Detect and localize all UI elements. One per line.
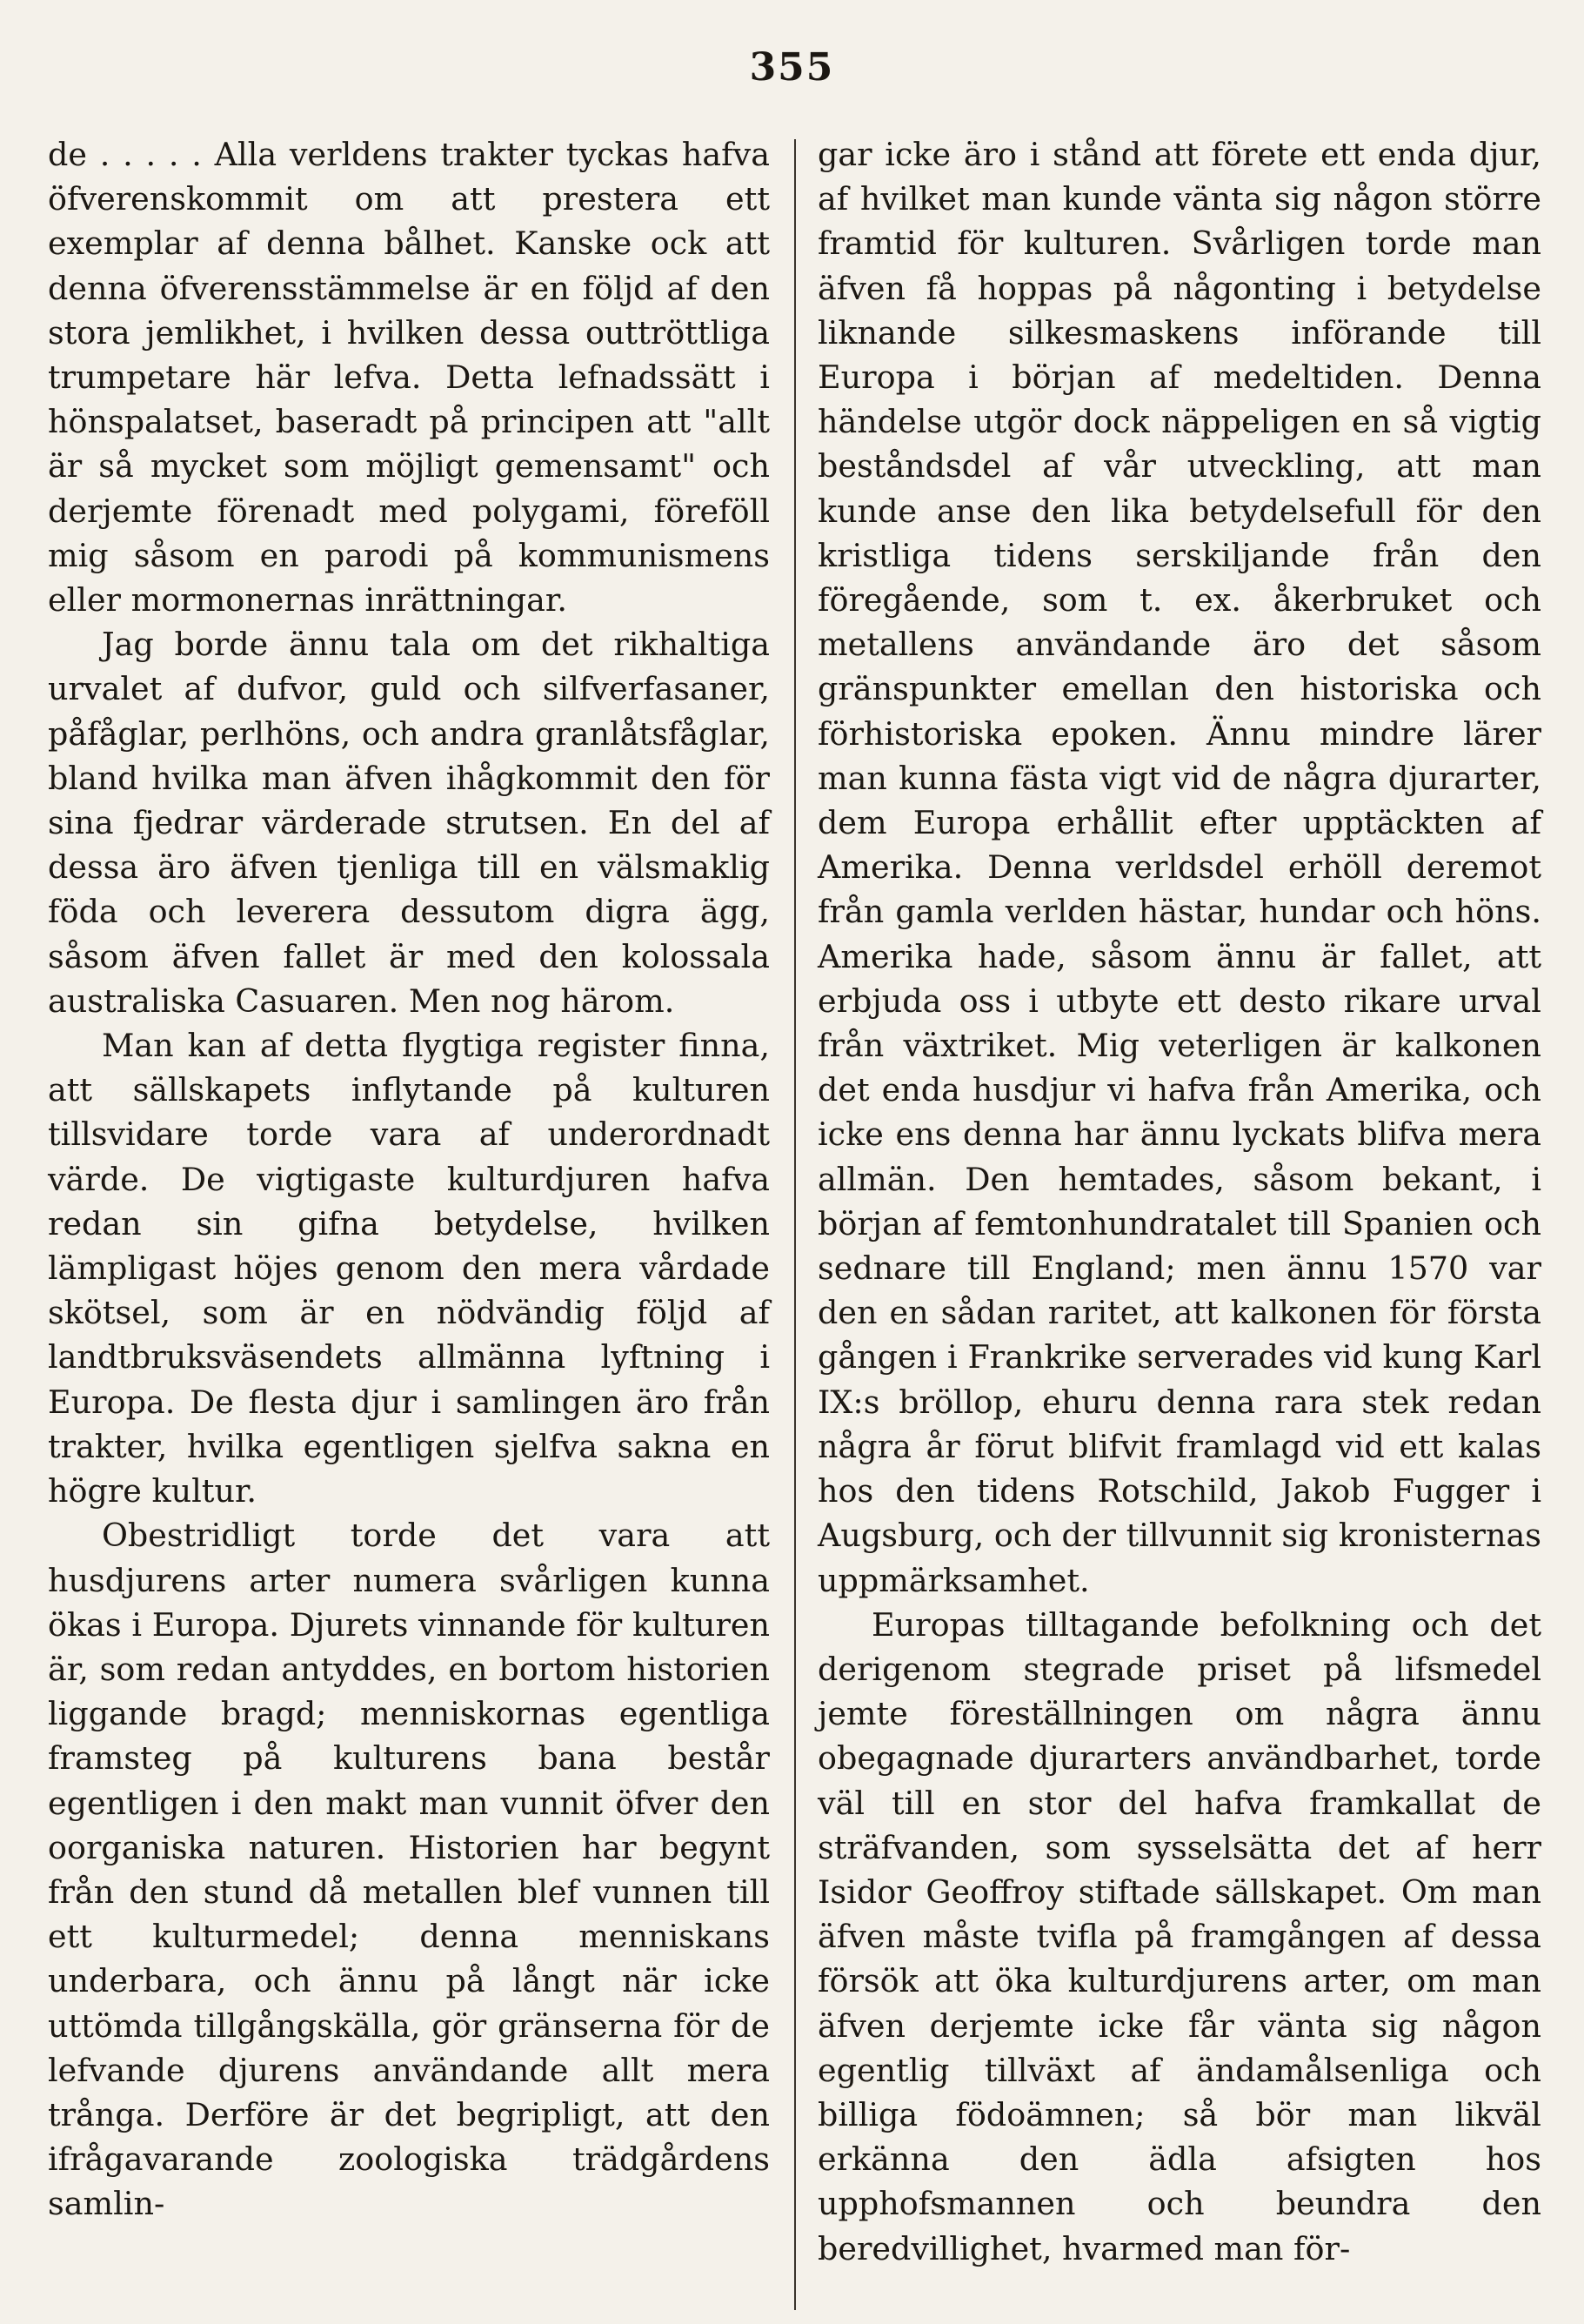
paragraph: Jag borde ännu tala om det rikhaltiga urvalet af dufvor, guld och silfverfasaner, påfåglar, perlhöns, och andra granlåtsfåglar, bland hvilka man äfven ihågkommit den för sina fjedrar värderade strutsen. En del af dessa äro äfven tjenliga till en välsmaklig föda och leverera dessutom digra ägg, såsom äfven fallet är med den kolossala australiska Casuaren. Men nog härom.	[48, 626, 770, 1020]
paragraph: Obestridligt torde det vara att husdjurens arter numera svårligen kunna ökas i Europa. Djurets vinnande för kulturen är, som redan antyddes, en bortom historien liggande bragd; menniskornas egentliga framsteg på kulturens bana består egentligen i den makt man vunnit öfver den oorganiska naturen. Historien har begynt från den stund då metallen blef vunnen till ett kulturmedel; denna menniskans underbara, och ännu på långt när icke uttömda tillgångskälla, gör gränserna för de lefvande djurens användande allt mera trånga. Derföre är det begripligt, att den ifrågavarande zoologiska trädgårdens samlin-	[48, 1517, 770, 2223]
paragraph: gar icke äro i stånd att förete ett enda djur, af hvilket man kunde vänta sig någon större framtid för kulturen. Svårligen torde man äfven få hoppas på någonting i betydelse liknande silkesmaskens införande till Europa i början af medeltiden. Denna händelse utgör dock näppeligen en så vigtig beståndsdel af vår utveckling, att man kunde anse den lika betydelsefull för den kristliga tidens serskiljande från den föregående, som t. ex. åkerbruket och metallens användande äro det såsom gränspunkter emellan den historiska och förhistoriska epoken. Ännu mindre lärer man kunna fästa vigt vid de några djurarter, dem Europa erhållit efter upptäckten af Amerika. Denna verldsdel erhöll deremot från gamla verlden hästar, hundar och höns. Amerika hade, såsom ännu är fallet, att erbjuda oss i utbyte ett desto rikare urval från växtriket. Mig veterligen är kalkonen det enda husdjur vi hafva från Amerika, och icke ens denna har ännu lyckats blifva mera allmän. Den hemtades, såsom bekant, i början af femtonhundratalet till Spanien och sednare till England; men ännu 1570 var den en sådan raritet, att kalkonen för första gången i Frankrike serverades vid kung Karl IX:s bröllop, ehuru denna rara stek redan några år förut blifvit framlagd vid ett kalas hos den tidens Rotschild, Jakob Fugger i Augsburg, och der tillvunnit sig kronisternas uppmärksamhet.	[818, 136, 1541, 1599]
page-number: 355	[749, 45, 835, 90]
right-column	[818, 132, 1541, 2271]
left-column	[48, 132, 770, 2227]
paragraph: Man kan af detta flygtiga register finna, att sällskapets inflytande på kulturen tillsvidare torde vara af underordnadt värde. De vigtigaste kulturdjuren hafva redan sin gifna betydelse, hvilken lämpligast höjes genom den mera vårdade skötsel, som är en nödvändig följd af landtbruksväsendets allmänna lyftning i Europa. De flesta djur i samlingen äro från trakter, hvilka egentligen sjelfva sakna en högre kultur.	[48, 1027, 770, 1510]
paragraph: de . . . . . Alla verldens trakter tyckas hafva öfverenskommit om att prestera ett exemplar af denna bålhet. Kanske ock att denna öfverensstämmelse är en följd af den stora jemlikhet, i hvilken dessa outtröttliga trumpetare här lefva. Detta lefnadssätt i hönspalatset, baseradt på principen att "allt är så mycket som möjligt gemensamt" och derjemte förenadt med polygami, föreföll mig såsom en parodi på kommunismens eller mormonernas inrättningar.	[48, 136, 770, 620]
paragraph: Europas tilltagande befolkning och det derigenom stegrade priset på lifsmedel jemte föreställningen om några ännu obegagnade djurarters användbarhet, torde väl till en stor del hafva framkallat de sträfvanden, som sysselsätta det af herr Isidor Geoffroy stiftade sällskapet. Om man äfven måste tvifla på framgången af dessa försök att öka kulturdjurens arter, om man äfven derjemte icke får vänta sig någon egentlig tillväxt af ändamålsenliga och billiga födoämnen; så bör man likväl erkänna den ädla afsigten hos upphofsmannen och beundra den beredvillighet, hvarmed man för-	[818, 1605, 1541, 2267]
column-divider	[794, 139, 796, 2310]
